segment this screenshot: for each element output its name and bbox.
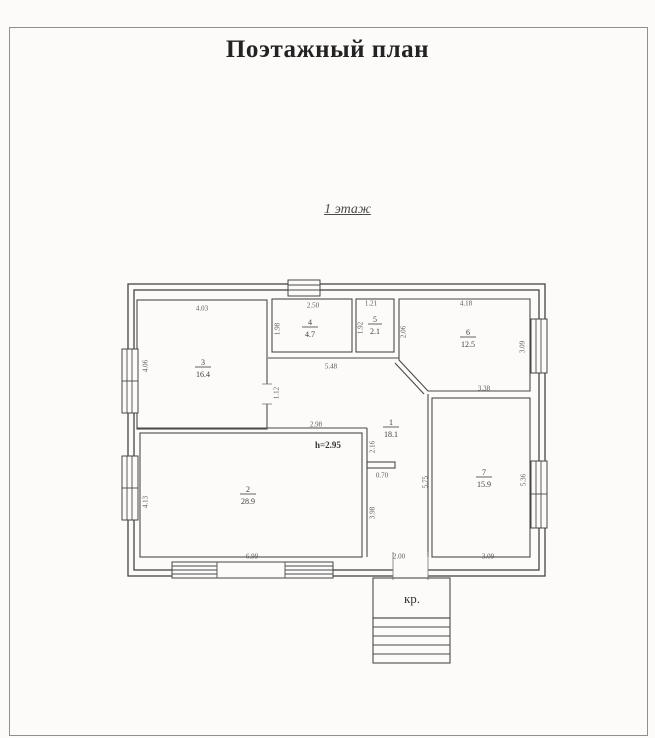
- dimension-label: 3.09: [481, 552, 495, 561]
- dimension-label: 6.99: [245, 552, 259, 561]
- dimension-label: 4.18: [459, 299, 473, 308]
- room3-door-opening: [262, 384, 272, 404]
- room-number: 6: [466, 327, 470, 337]
- dimension-label: 5.36: [519, 473, 528, 487]
- room-number: 5: [373, 314, 377, 324]
- dimension-label: 1.21: [364, 299, 378, 308]
- dimension-label: 5.48: [324, 362, 338, 371]
- interior-walls: [137, 299, 530, 557]
- window-icon: [122, 456, 138, 520]
- room-area: 12.5: [461, 339, 475, 349]
- room-area: 15.9: [477, 479, 491, 489]
- room-area: 2.1: [370, 326, 380, 336]
- page-title: Поэтажный план: [225, 36, 430, 63]
- dimension-label: 3.09: [518, 340, 527, 354]
- room-label: [240, 485, 256, 506]
- dimension-label: 3.38: [477, 384, 491, 393]
- room-label: [476, 468, 492, 489]
- porch-label: кр.: [403, 590, 421, 606]
- dimension-label: 2.00: [392, 552, 406, 561]
- window-icon: [531, 461, 547, 528]
- dimension-label: 1.92: [356, 321, 365, 335]
- floor-label: 1 этаж: [324, 202, 371, 217]
- dimension-label: 2.06: [399, 325, 408, 339]
- window-icon: [172, 562, 333, 578]
- room-label: [195, 358, 211, 379]
- room-label: [302, 318, 318, 339]
- dimension-label: 4.06: [141, 359, 150, 373]
- window-icon: [531, 319, 547, 373]
- dimension-label: 2.98: [309, 420, 323, 429]
- stairs-icon: [373, 618, 450, 663]
- room-number: 7: [482, 467, 486, 477]
- room-area: 18.1: [384, 429, 398, 439]
- window-icon: [122, 349, 138, 413]
- height-note: h=2.95: [315, 440, 341, 451]
- dimension-labels: [142, 300, 528, 561]
- room-label: [383, 418, 399, 439]
- dimension-label: 2.16: [368, 440, 377, 454]
- room-number: 4: [308, 317, 312, 327]
- dimension-label: 3.98: [368, 506, 377, 520]
- room-label: [368, 315, 382, 336]
- dimension-label: 4.13: [141, 495, 150, 509]
- window-icon: [288, 280, 320, 296]
- dimension-label: 0.70: [375, 471, 389, 480]
- dimension-label: 5.75: [421, 475, 430, 489]
- room-number: 2: [246, 484, 250, 494]
- room-number: 3: [201, 357, 205, 367]
- dimension-label: 4.03: [195, 304, 209, 313]
- dimension-label: 2.50: [306, 301, 320, 310]
- porch: [373, 578, 450, 663]
- room-area: 28.9: [241, 496, 255, 506]
- dimension-label: 1.12: [272, 386, 281, 400]
- room-label: [460, 328, 476, 349]
- room-number: 1: [389, 417, 393, 427]
- room-labels: [195, 315, 492, 506]
- dimension-label: 1.98: [273, 322, 282, 336]
- room-area: 16.4: [196, 369, 210, 379]
- room-area: 4.7: [305, 329, 315, 339]
- exterior-walls: [128, 284, 545, 576]
